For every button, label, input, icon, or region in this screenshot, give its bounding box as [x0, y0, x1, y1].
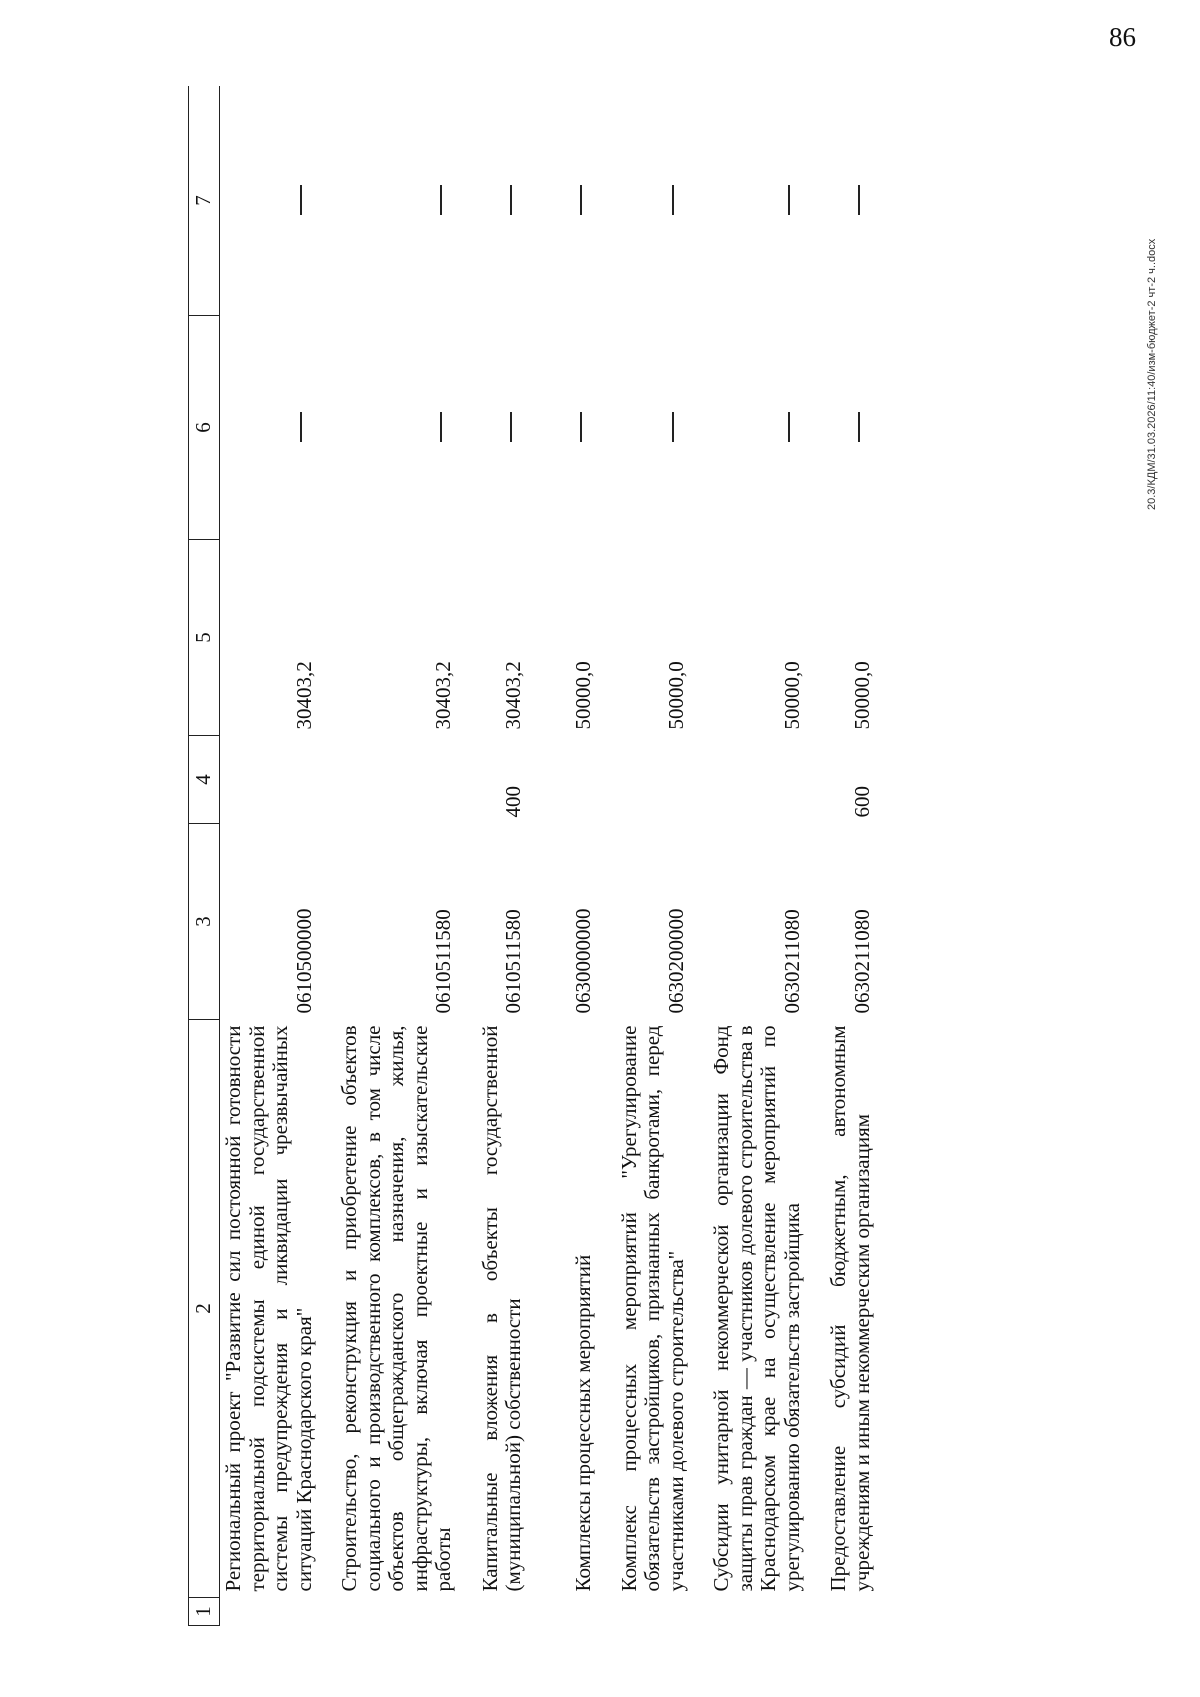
table-row — [526, 86, 596, 1626]
header-col-7: 7 — [189, 86, 220, 316]
row-col7-dash — [688, 86, 804, 316]
dash-mark — [858, 413, 860, 443]
row-code: 0630200000 — [663, 908, 688, 1014]
row-col6-dash — [456, 316, 526, 540]
budget-table — [188, 86, 874, 1626]
row-col7-dash — [316, 86, 456, 316]
row-col7-dash — [456, 86, 526, 316]
row-code: 0630000000 — [571, 908, 596, 1014]
dash-mark — [788, 413, 790, 443]
row-type — [316, 736, 456, 824]
row-name: Строительство, реконструкция и приобретение объектов социального и производственного комплексов, в том числе объектов общегражданского назначения, жилья, инфраструктуры, включая проектные и изыскательские работы — [337, 1025, 456, 1592]
table-row — [688, 86, 804, 1626]
row-col1 — [316, 1598, 456, 1626]
row-col1 — [220, 1598, 317, 1626]
header-col-3: 3 — [189, 824, 220, 1020]
dash-mark — [440, 413, 442, 443]
dash-mark — [580, 186, 582, 216]
row-type — [688, 736, 804, 824]
header-col-4: 4 — [189, 736, 220, 824]
page-number: 86 — [1109, 22, 1136, 52]
row-amount: 50000,0 — [779, 661, 804, 730]
row-amount: 50000,0 — [849, 661, 874, 730]
row-name: Капитальные вложения в объекты государственной (муниципальной) собственности — [477, 1025, 526, 1592]
row-col7-dash — [804, 86, 874, 316]
row-col1 — [526, 1598, 596, 1626]
dash-mark — [672, 186, 674, 216]
budget-table-rotated — [188, 86, 1098, 1626]
row-name: Субсидии унитарной некоммерческой организации Фонд защиты прав граждан — участников долевого строительства в Краснодарском крае на осуществление мероприятий по урегулированию обязательств застройщика — [709, 1025, 804, 1592]
footer-file-code — [1146, 210, 1160, 510]
row-type: 400 — [501, 786, 526, 818]
table-header-row — [189, 86, 220, 1626]
row-col6-dash — [688, 316, 804, 540]
table-row — [804, 86, 874, 1626]
budget-table-frame — [188, 86, 1098, 1626]
row-col7-dash — [526, 86, 596, 316]
row-col6-dash — [526, 316, 596, 540]
row-amount: 50000,0 — [663, 661, 688, 730]
row-amount: 30403,2 — [291, 661, 316, 730]
row-amount: 30403,2 — [501, 661, 526, 730]
dash-mark — [858, 186, 860, 216]
row-name: Предоставление субсидий бюджетным, автономным учреждениям и иным некоммерческим организациям — [826, 1025, 874, 1592]
dash-mark — [440, 186, 442, 216]
header-col-1: 1 — [189, 1598, 220, 1626]
table-row — [220, 86, 317, 1626]
dash-mark — [300, 413, 302, 443]
row-name: Комплекс процессных мероприятий "Урегулирование обязательств застройщиков, признанных банкротами, перед участниками долевого строительства" — [616, 1025, 688, 1592]
table-row — [456, 86, 526, 1626]
row-type — [220, 736, 317, 824]
row-col6-dash — [316, 316, 456, 540]
row-col1 — [596, 1598, 689, 1626]
row-col7-dash — [220, 86, 317, 316]
dash-mark — [300, 186, 302, 216]
row-amount: 50000,0 — [571, 661, 596, 730]
row-type — [526, 736, 596, 824]
row-col6-dash — [804, 316, 874, 540]
header-col-6: 6 — [189, 316, 220, 540]
dash-mark — [510, 413, 512, 443]
table-row — [596, 86, 689, 1626]
row-code: 0610511580 — [431, 909, 456, 1014]
dash-mark — [672, 413, 674, 443]
dash-mark — [788, 186, 790, 216]
row-amount: 30403,2 — [431, 661, 456, 730]
row-name: Региональный проект "Развитие сил постоянной готовности территориальной подсистемы единой государственной системы предупреждения и ликвидации чрезвычайных ситуаций Краснодарского края" — [221, 1025, 316, 1592]
header-col-2: 2 — [189, 1020, 220, 1598]
row-code: 0630211080 — [849, 909, 874, 1014]
row-col7-dash — [596, 86, 689, 316]
row-code: 0630211080 — [779, 909, 804, 1014]
dash-mark — [580, 413, 582, 443]
dash-mark — [510, 186, 512, 216]
footer-file-code-text: 20.3/КДМ/31.03.2026/11:40/изм-бюджет-2 чт-2 ч..docx — [1146, 238, 1158, 510]
row-type — [596, 736, 689, 824]
row-name: Комплексы процессных мероприятий — [571, 1254, 596, 1592]
row-col1 — [456, 1598, 526, 1626]
row-col1 — [804, 1598, 874, 1626]
table-row — [316, 86, 456, 1626]
row-type: 600 — [849, 786, 874, 818]
row-col6-dash — [220, 316, 317, 540]
row-col1 — [688, 1598, 804, 1626]
header-col-5: 5 — [189, 540, 220, 736]
row-code: 0610500000 — [291, 908, 316, 1014]
row-col6-dash — [596, 316, 689, 540]
row-code: 0610511580 — [501, 909, 526, 1014]
